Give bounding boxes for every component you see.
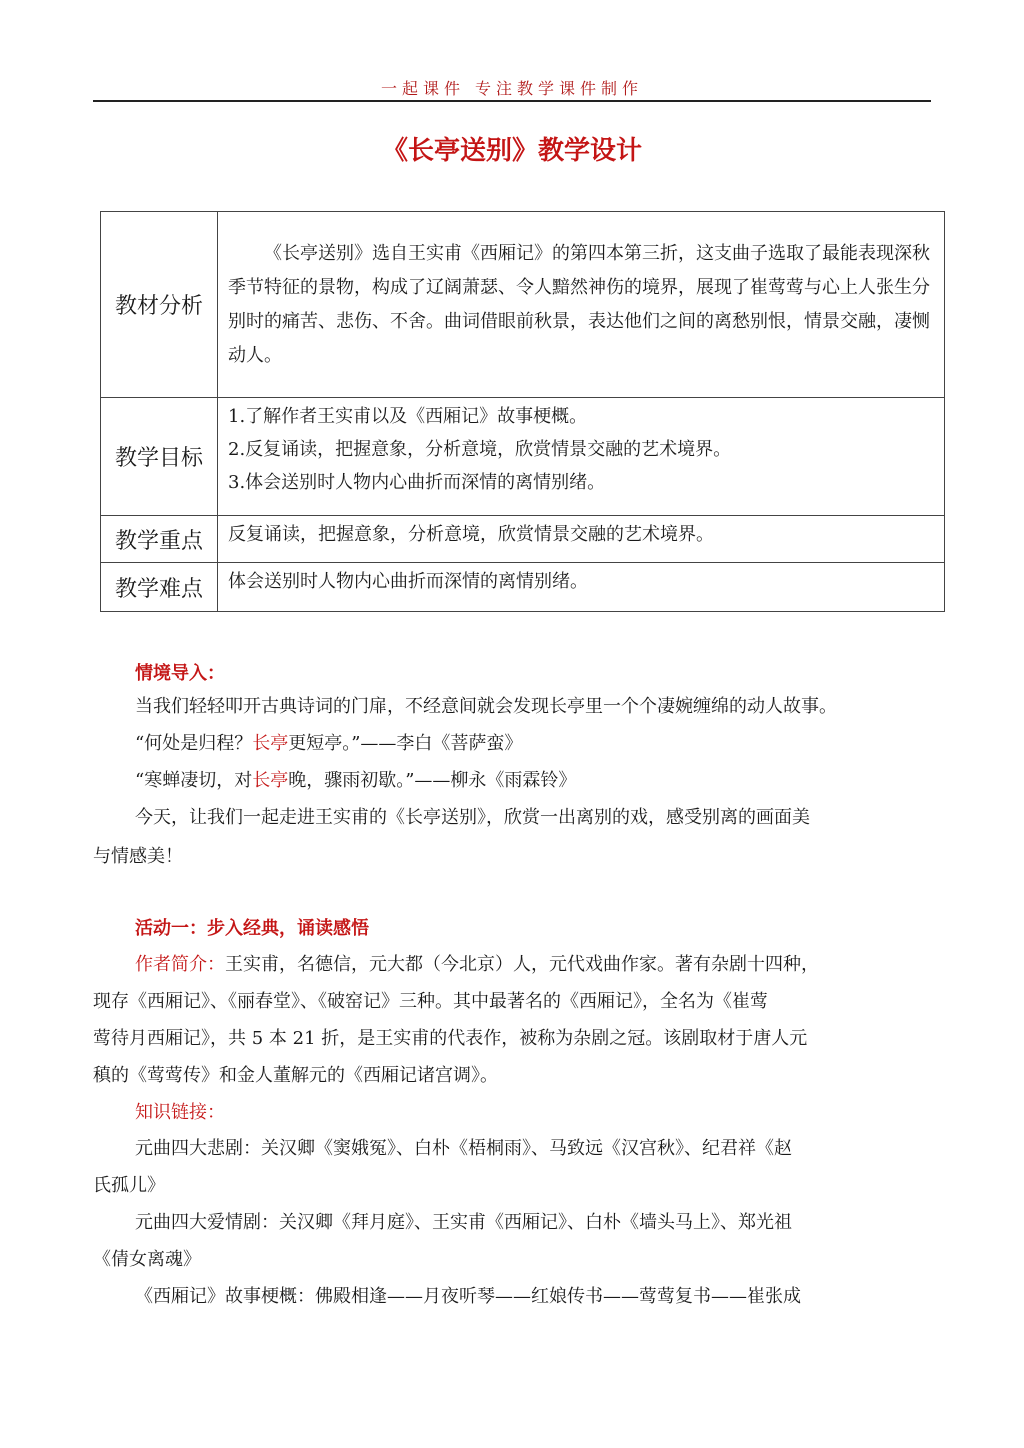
goal-item: 2.反复诵读，把握意象，分析意境，欣赏情景交融的艺术境界。 [228, 439, 732, 460]
header-divider [93, 100, 931, 102]
table-row [101, 563, 945, 612]
table-row [101, 398, 945, 516]
lesson-plan-table [100, 211, 945, 612]
table-row [101, 212, 945, 398]
intro-heading: 情境导入： [135, 663, 225, 684]
story-outline-line: 《西厢记》故事梗概：佛殿相逢——月夜听琴——红娘传书——莺莺复书——崔张成 [135, 1286, 801, 1307]
row-label-difficulty: 教学难点 [101, 563, 218, 612]
page-header: 一起课件 专注教学课件制作 [380, 79, 644, 98]
intro-closing-cont: 与情感美！ [93, 846, 183, 867]
page-title: 《长亭送别》教学设计 [381, 136, 642, 166]
quote-liuyong: “寒蝉凄切，对长亭晚，骤雨初歇。”——柳永《雨霖铃》 [135, 770, 577, 791]
author-intro-line: 稹的《莺莺传》和金人董解元的《西厢记诸宫调》。 [93, 1065, 498, 1086]
row-label-focus: 教学重点 [101, 516, 218, 563]
intro-paragraph: 当我们轻轻叩开古典诗词的门扉，不经意间就会发现长亭里一个个凄婉缠绵的动人故事。 [135, 696, 837, 717]
quote-libai: “何处是归程？长亭更短亭。”——李白《菩萨蛮》 [135, 733, 523, 754]
tragedies-line: 元曲四大悲剧：关汉卿《窦娥冤》、白朴《梧桐雨》、马致远《汉宫秋》、纪君祥《赵 [135, 1138, 792, 1159]
row-content-difficulty: 体会送别时人物内心曲折而深情的离情别绪。 [218, 563, 945, 612]
love-plays-line-cont: 《倩女离魂》 [93, 1249, 201, 1270]
tragedies-line-cont: 氏孤儿》 [93, 1175, 165, 1196]
author-intro-line: 现存《西厢记》、《丽春堂》、《破窑记》三种。其中最著名的《西厢记》，全名为《崔莺 [93, 991, 768, 1012]
row-label-goals: 教学目标 [101, 398, 218, 516]
row-content-analysis: 《长亭送别》选自王实甫《西厢记》的第四本第三折，这支曲子选取了最能表现深秋季节特征的景物，构成了辽阔萧瑟、令人黯然神伤的境界，展现了崔莺莺与心上人张生分别时的痛苦、悲伤、不舍。曲词借眼前秋景，表达他们之间的离愁别恨，情景交融，凄恻动人。 [218, 212, 945, 398]
goal-item: 1.了解作者王实甫以及《西厢记》故事梗概。 [228, 406, 588, 427]
author-intro-line: 莺待月西厢记》，共 5 本 21 折，是王实甫的代表作，被称为杂剧之冠。该剧取材于唐人元 [93, 1028, 808, 1049]
row-label-analysis: 教材分析 [101, 212, 218, 398]
row-content-goals [218, 398, 945, 516]
row-content-focus: 反复诵读，把握意象，分析意境，欣赏情景交融的艺术境界。 [218, 516, 945, 563]
intro-closing: 今天，让我们一起走进王实甫的《长亭送别》，欣赏一出离别的戏，感受别离的画面美 [135, 807, 810, 828]
activity1-heading: 活动一：步入经典，诵读感悟 [135, 918, 369, 939]
love-plays-line: 元曲四大爱情剧：关汉卿《拜月庭》、王实甫《西厢记》、白朴《墙头马上》、郑光祖 [135, 1212, 792, 1233]
author-intro: 作者简介：王实甫，名德信，元大都（今北京）人，元代戏曲作家。著有杂剧十四种， [135, 954, 819, 975]
knowledge-label: 知识链接： [135, 1102, 225, 1123]
table-row [101, 516, 945, 563]
goal-item: 3.体会送别时人物内心曲折而深情的离情别绪。 [228, 472, 606, 493]
